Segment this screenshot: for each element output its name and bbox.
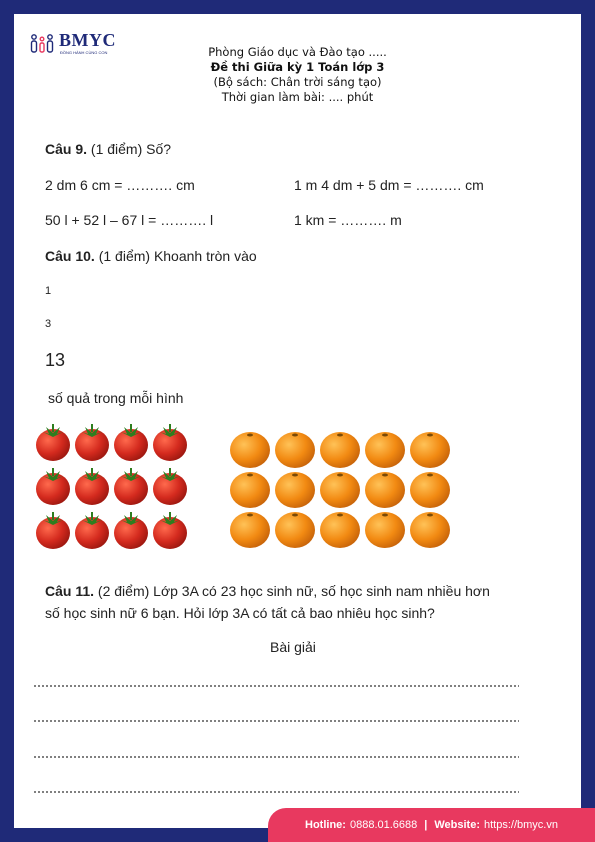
orange-icon — [230, 472, 270, 508]
orange-icon — [320, 432, 360, 468]
orange-icon — [365, 432, 405, 468]
q11-text-1: (2 điểm) Lớp 3A có 23 học sinh nữ, số học sinh nam nhiều hơn — [97, 583, 490, 599]
answer-line[interactable] — [33, 720, 519, 722]
orange-icon — [365, 472, 405, 508]
footer-banner — [268, 808, 595, 842]
fraction-denominator: 3 — [45, 318, 52, 330]
q10-points: (1 điểm) Khoanh tròn vào — [98, 248, 257, 264]
orange-icon — [230, 432, 270, 468]
orange-icon — [275, 472, 315, 508]
q9-points: (1 điểm) Số? — [90, 141, 172, 157]
q9-label: Câu 9. — [45, 141, 88, 157]
orange-icon — [230, 512, 270, 548]
q9-item-1: 2 dm 6 cm = ………. cm — [45, 177, 195, 193]
brand-tagline: ĐỒNG HÀNH CÙNG CON — [60, 50, 108, 55]
q9-item-3: 50 l + 52 l – 67 l = ………. l — [45, 212, 214, 228]
tomato-icon — [153, 512, 187, 549]
tomato-icon — [36, 512, 70, 549]
tomato-icon — [75, 424, 109, 461]
fraction-numerator: 1 — [45, 285, 52, 297]
answer-line[interactable] — [33, 791, 519, 793]
tomato-icon — [36, 468, 70, 505]
orange-icon — [410, 472, 450, 508]
q10-heading — [45, 248, 257, 264]
answer-line[interactable] — [33, 756, 519, 758]
tomato-icon — [36, 424, 70, 461]
orange-icon — [275, 512, 315, 548]
header-time: Thời gian làm bài: .... phút — [221, 90, 374, 104]
q11-line-1 — [45, 583, 490, 599]
q10-suffix: số quả trong mỗi hình — [48, 390, 184, 406]
fruit-illustration — [36, 418, 456, 558]
q9-item-4: 1 km = ………. m — [294, 212, 402, 228]
tomato-icon — [114, 512, 148, 549]
exam-title: Đề thi Giữa kỳ 1 Toán lớp 3 — [210, 60, 385, 74]
orange-group — [230, 432, 450, 548]
q11-label: Câu 11. — [45, 583, 95, 599]
header-line-1: Phòng Giáo dục và Đào tạo ..... — [208, 45, 387, 59]
tomato-icon — [114, 424, 148, 461]
tomato-icon — [153, 424, 187, 461]
orange-icon — [320, 472, 360, 508]
q10-label: Câu 10. — [45, 248, 95, 264]
tomato-icon — [75, 468, 109, 505]
hotline-label: Hotline: — [305, 819, 346, 831]
tomato-icon — [153, 468, 187, 505]
orange-icon — [275, 432, 315, 468]
header-book: (Bộ sách: Chân trời sáng tạo) — [213, 75, 382, 89]
orange-icon — [410, 432, 450, 468]
footer-separator: | — [424, 819, 428, 831]
hotline-number[interactable]: 0888.01.6688 — [349, 819, 418, 831]
orange-icon — [365, 512, 405, 548]
fraction-inline: 13 — [45, 350, 66, 370]
q9-heading — [45, 141, 171, 157]
q11-line-2: số học sinh nữ 6 bạn. Hỏi lớp 3A có tất cả bao nhiêu học sinh? — [45, 605, 435, 621]
tomato-icon — [114, 468, 148, 505]
tomato-icon — [75, 512, 109, 549]
answer-line[interactable] — [33, 685, 519, 687]
orange-icon — [410, 512, 450, 548]
solution-title: Bài giải — [270, 639, 316, 655]
q9-item-2: 1 m 4 dm + 5 dm = ………. cm — [294, 177, 484, 193]
website-link[interactable]: https://bmyc.vn — [483, 819, 558, 831]
website-label: Website: — [434, 819, 480, 831]
tomato-group — [36, 424, 187, 549]
orange-icon — [320, 512, 360, 548]
brand-name: BMYC — [59, 30, 116, 50]
